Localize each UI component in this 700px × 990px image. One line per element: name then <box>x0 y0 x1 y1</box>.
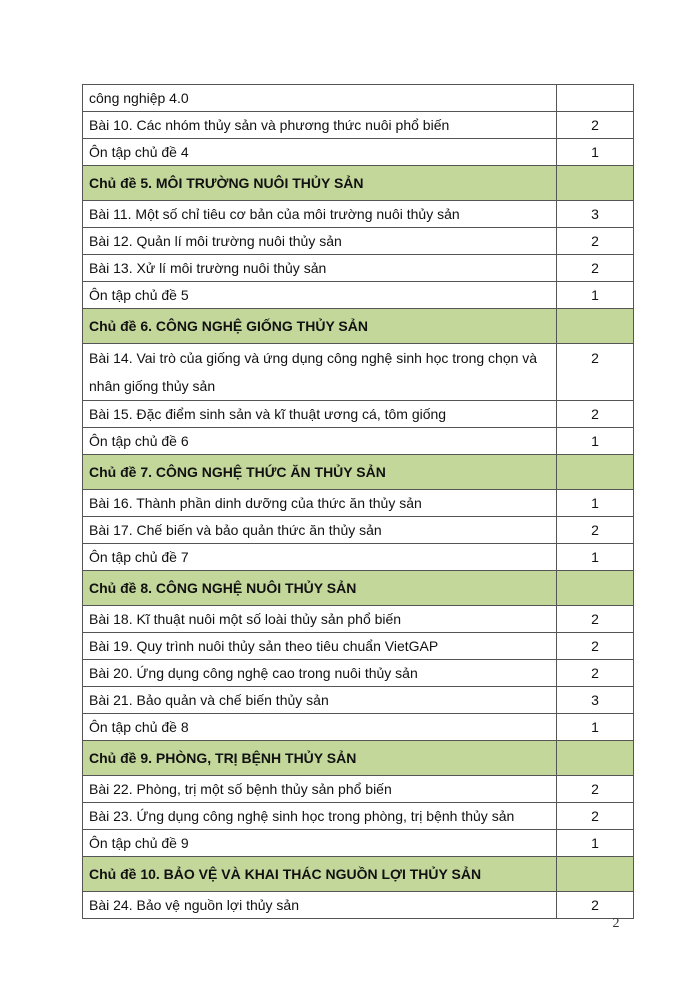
lesson-title: Bài 14. Vai trò của giống và ứng dụng công nghệ sinh học trong chọn và nhân giống thủy sản <box>83 344 557 401</box>
period-count: 1 <box>557 544 634 571</box>
topic-row <box>83 571 634 606</box>
lesson-row <box>83 401 634 428</box>
period-count: 2 <box>557 660 634 687</box>
lesson-title: Bài 21. Bảo quản và chế biến thủy sản <box>83 687 557 714</box>
lesson-row <box>83 776 634 803</box>
topic-title: Chủ đề 7. CÔNG NGHỆ THỨC ĂN THỦY SẢN <box>83 455 557 490</box>
lesson-title: Bài 17. Chế biến và bảo quản thức ăn thủy sản <box>83 517 557 544</box>
lesson-title: Ôn tập chủ đề 5 <box>83 282 557 309</box>
lesson-title: Bài 23. Ứng dụng công nghệ sinh học trong phòng, trị bệnh thủy sản <box>83 803 557 830</box>
period-count <box>557 166 634 201</box>
lesson-title: Ôn tập chủ đề 6 <box>83 428 557 455</box>
lesson-title: công nghiệp 4.0 <box>83 85 557 112</box>
period-count: 2 <box>557 228 634 255</box>
topic-row <box>83 166 634 201</box>
period-count: 1 <box>557 282 634 309</box>
lesson-title: Bài 10. Các nhóm thủy sản và phương thức nuôi phổ biến <box>83 112 557 139</box>
topic-title: Chủ đề 5. MÔI TRƯỜNG NUÔI THỦY SẢN <box>83 166 557 201</box>
period-count: 2 <box>557 255 634 282</box>
period-count: 2 <box>557 112 634 139</box>
topic-row <box>83 309 634 344</box>
lesson-row <box>83 544 634 571</box>
period-count: 1 <box>557 714 634 741</box>
topic-row <box>83 455 634 490</box>
lesson-plan-body <box>83 85 634 919</box>
period-count: 3 <box>557 687 634 714</box>
lesson-row <box>83 85 634 112</box>
lesson-row <box>83 687 634 714</box>
lesson-title: Bài 24. Bảo vệ nguồn lợi thủy sản <box>83 892 557 919</box>
period-count: 2 <box>557 776 634 803</box>
period-count <box>557 309 634 344</box>
lesson-row <box>83 201 634 228</box>
lesson-row <box>83 255 634 282</box>
lesson-row <box>83 606 634 633</box>
period-count: 2 <box>557 344 634 401</box>
lesson-title: Ôn tập chủ đề 9 <box>83 830 557 857</box>
lesson-row <box>83 714 634 741</box>
period-count: 1 <box>557 139 634 166</box>
lesson-title: Bài 12. Quản lí môi trường nuôi thủy sản <box>83 228 557 255</box>
lesson-title: Ôn tập chủ đề 4 <box>83 139 557 166</box>
lesson-row <box>83 112 634 139</box>
lesson-title: Bài 13. Xử lí môi trường nuôi thủy sản <box>83 255 557 282</box>
lesson-row <box>83 830 634 857</box>
period-count <box>557 455 634 490</box>
period-count: 1 <box>557 830 634 857</box>
lesson-row <box>83 344 634 401</box>
period-count <box>557 741 634 776</box>
period-count: 3 <box>557 201 634 228</box>
lesson-title: Ôn tập chủ đề 7 <box>83 544 557 571</box>
lesson-row <box>83 139 634 166</box>
lesson-title: Bài 15. Đặc điểm sinh sản và kĩ thuật ương cá, tôm giống <box>83 401 557 428</box>
lesson-row <box>83 803 634 830</box>
topic-title: Chủ đề 6. CÔNG NGHỆ GIỐNG THỦY SẢN <box>83 309 557 344</box>
topic-title: Chủ đề 9. PHÒNG, TRỊ BỆNH THỦY SẢN <box>83 741 557 776</box>
lesson-plan-table <box>82 84 634 919</box>
period-count <box>557 857 634 892</box>
topic-row <box>83 741 634 776</box>
lesson-row <box>83 633 634 660</box>
period-count: 2 <box>557 892 634 919</box>
lesson-row <box>83 660 634 687</box>
lesson-row <box>83 490 634 517</box>
lesson-title: Ôn tập chủ đề 8 <box>83 714 557 741</box>
lesson-title: Bài 16. Thành phần dinh dưỡng của thức ăn thủy sản <box>83 490 557 517</box>
period-count: 1 <box>557 490 634 517</box>
topic-title: Chủ đề 8. CÔNG NGHỆ NUÔI THỦY SẢN <box>83 571 557 606</box>
lesson-title: Bài 11. Một số chỉ tiêu cơ bản của môi trường nuôi thủy sản <box>83 201 557 228</box>
period-count <box>557 85 634 112</box>
topic-title: Chủ đề 10. BẢO VỆ VÀ KHAI THÁC NGUỒN LỢI THỦY SẢN <box>83 857 557 892</box>
lesson-row <box>83 892 634 919</box>
period-count: 2 <box>557 517 634 544</box>
lesson-title: Bài 20. Ứng dụng công nghệ cao trong nuôi thủy sản <box>83 660 557 687</box>
lesson-row <box>83 282 634 309</box>
period-count: 2 <box>557 633 634 660</box>
lesson-title: Bài 18. Kĩ thuật nuôi một số loài thủy sản phổ biến <box>83 606 557 633</box>
lesson-row <box>83 428 634 455</box>
period-count: 2 <box>557 606 634 633</box>
lesson-title: Bài 22. Phòng, trị một số bệnh thủy sản phổ biến <box>83 776 557 803</box>
period-count: 1 <box>557 428 634 455</box>
page-number: 2 <box>612 916 620 931</box>
topic-row <box>83 857 634 892</box>
lesson-row <box>83 517 634 544</box>
lesson-row <box>83 228 634 255</box>
period-count <box>557 571 634 606</box>
lesson-title: Bài 19. Quy trình nuôi thủy sản theo tiêu chuẩn VietGAP <box>83 633 557 660</box>
period-count: 2 <box>557 803 634 830</box>
period-count: 2 <box>557 401 634 428</box>
